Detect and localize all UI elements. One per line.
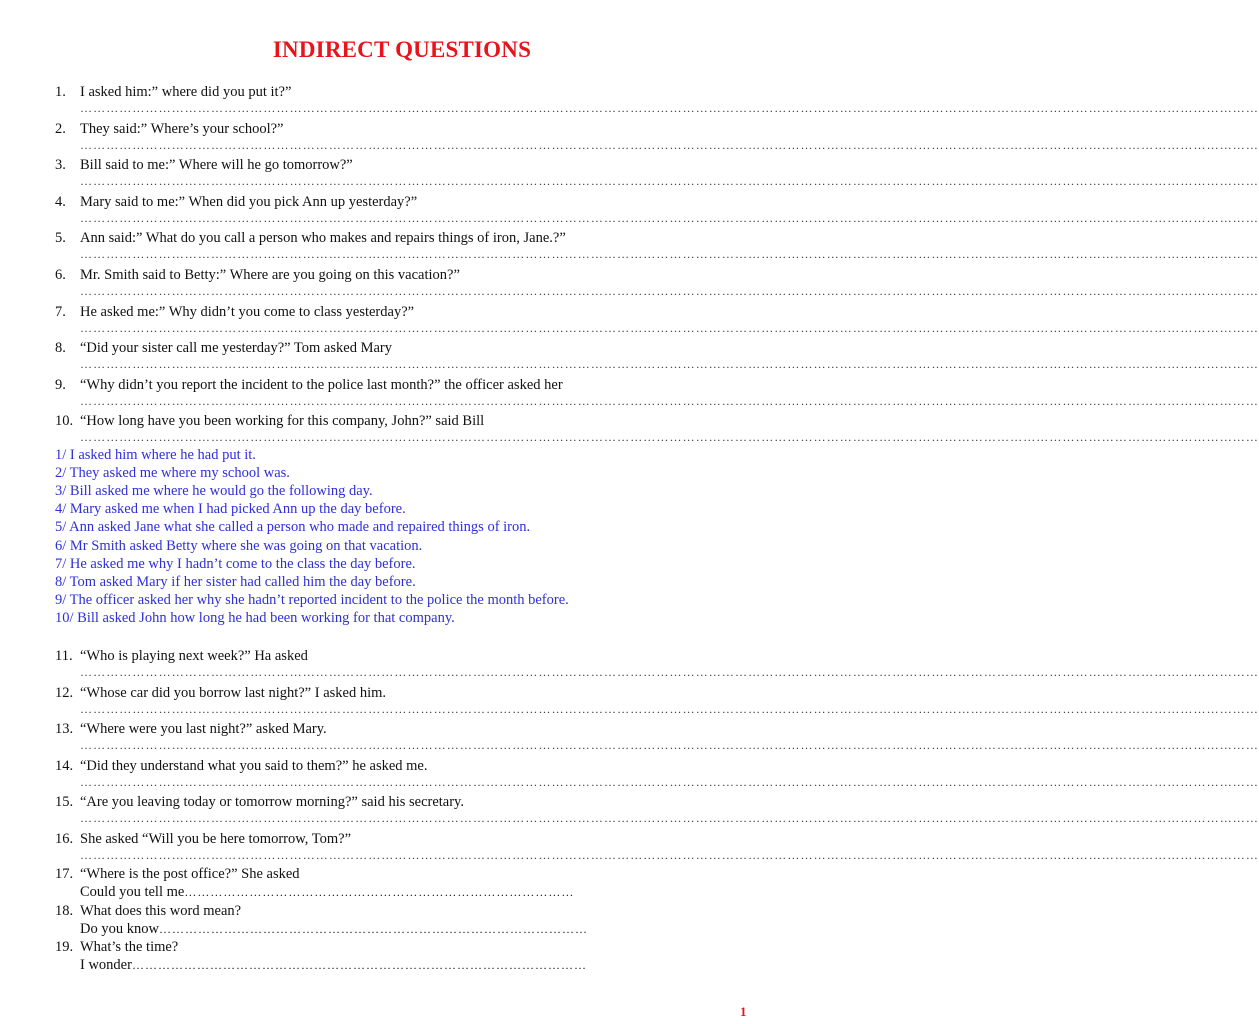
answer-prompt[interactable] [80, 883, 574, 901]
answer-line[interactable]: ……………………………………………………………………………………………………………………………………………………………………………………………………………………………………………… [80, 247, 1259, 262]
question-item [55, 938, 178, 956]
page-title: INDIRECT QUESTIONS [272, 37, 532, 62]
question-item [55, 193, 417, 211]
question-text: “Did they understand what you said to them?” he asked me. [80, 757, 428, 774]
answer-line[interactable]: ……………………………………………………………………………………………………………………………………………………………………………………………………………………………………………… [80, 284, 1259, 298]
question-item [55, 303, 414, 321]
question-number: 7. [55, 303, 66, 320]
answer-key-line: 5/ Ann asked Jane what she called a person who made and repaired things of iron. [55, 519, 531, 536]
question-item [55, 156, 353, 174]
question-text: Mary said to me:” When did you pick Ann up yesterday?” [80, 193, 418, 210]
answer-prompt[interactable] [80, 920, 588, 938]
answer-key-line: 6/ Mr Smith asked Betty where she was going on that vacation. [55, 537, 423, 554]
answer-line[interactable]: ……………………………………………………………………………………………………………………………………………………………………………………………………………………………………………… [80, 665, 1259, 679]
question-text: He asked me:” Why didn’t you come to class yesterday?” [80, 303, 415, 320]
answer-key-line: 3/ Bill asked me where he would go the following day. [55, 483, 373, 500]
question-item [55, 339, 392, 357]
answer-key-line: 4/ Mary asked me when I had picked Ann up the day before. [55, 501, 406, 518]
question-number: 16. [55, 831, 74, 847]
question-number: 12. [55, 684, 74, 701]
answer-line[interactable]: ……………………………………………………………………………………………………………………………………………………………………………………………………………………………………………… [80, 357, 1259, 372]
question-item [55, 720, 327, 738]
question-number: 9. [55, 376, 66, 393]
question-number: 18. [55, 902, 74, 919]
answer-line[interactable]: ……………………………………………………………………………………………………………………………………………………………………………………………………………………………………………… [80, 738, 1259, 753]
question-text: Mr. Smith said to Betty:” Where are you going on this vacation?” [80, 267, 460, 283]
answer-line[interactable]: ……………………………………………………………………………………………………………………………………………………………………………………………………………………………………………… [80, 811, 1259, 826]
question-number: 14. [55, 757, 74, 774]
question-number: 2. [55, 120, 66, 137]
page-number: 1 [740, 1004, 747, 1019]
question-item [55, 120, 283, 138]
question-text: “Where is the post office?” She asked [80, 866, 300, 882]
answer-line[interactable]: ……………………………………………………………………………………………………………………………………………………………………………………………………………………………………………… [80, 174, 1259, 189]
question-text: “How long have you been working for this company, John?” said Bill [80, 413, 485, 430]
answer-line[interactable]: ……………………………………………………………………………………………………………………………………………………………………………………………………………………………………………… [80, 101, 1259, 115]
question-text: “Who is playing next week?” Ha asked [80, 648, 308, 664]
answer-blank[interactable]: ……………………………………………………………………………… [184, 885, 575, 899]
answer-lead: Could you tell me [80, 884, 185, 900]
question-number: 4. [55, 193, 66, 210]
question-item [55, 902, 241, 920]
question-item [55, 266, 460, 284]
answer-line[interactable]: ……………………………………………………………………………………………………………………………………………………………………………………………………………………………………………… [80, 701, 1259, 716]
answer-line[interactable]: ……………………………………………………………………………………………………………………………………………………………………………………………………………………………………………… [80, 430, 1259, 445]
answer-line[interactable]: ……………………………………………………………………………………………………………………………………………………………………………………………………………………………………………… [80, 774, 1259, 789]
question-number: 19. [55, 939, 74, 955]
question-text: “Whose car did you borrow last night?” I asked him. [80, 684, 387, 701]
question-number: 11. [55, 648, 73, 664]
question-number: 8. [55, 340, 66, 357]
question-text: “Why didn’t you report the incident to the police last month?” the officer asked her [80, 376, 563, 393]
question-text: They said:” Where’s your school?” [80, 120, 284, 137]
answer-key-line: 10/ Bill asked John how long he had been working for that company. [55, 609, 455, 626]
question-item [55, 229, 566, 247]
answer-blank[interactable]: …………………………………………………………………………………………… [131, 958, 587, 972]
question-item [55, 412, 484, 430]
answer-key-line: 8/ Tom asked Mary if her sister had called him the day before. [55, 573, 416, 590]
question-item [55, 830, 351, 848]
question-text: “Where were you last night?” asked Mary. [80, 721, 327, 738]
question-text: “Are you leaving today or tomorrow morning?” said his secretary. [80, 794, 464, 811]
question-item [55, 83, 291, 101]
question-item [55, 865, 300, 883]
answer-prompt[interactable] [80, 956, 587, 974]
question-item [55, 757, 428, 775]
answer-blank[interactable]: ……………………………………………………………………………………… [158, 921, 588, 936]
question-number: 6. [55, 267, 66, 283]
question-number: 17. [55, 866, 74, 882]
answer-key-line: 7/ He asked me why I hadn’t come to the class the day before. [55, 555, 416, 572]
question-text: What’s the time? [80, 939, 179, 955]
question-number: 13. [55, 721, 74, 738]
answer-key-line: 9/ The officer asked her why she hadn’t reported incident to the police the month before. [55, 591, 569, 608]
question-item [55, 684, 386, 702]
answer-lead: Do you know [80, 920, 159, 937]
answer-line[interactable]: ……………………………………………………………………………………………………………………………………………………………………………………………………………………………………………… [80, 848, 1259, 862]
question-item [55, 793, 464, 811]
answer-key-line: 1/ I asked him where he had put it. [55, 447, 256, 463]
answer-key-line: 2/ They asked me where my school was. [55, 465, 290, 482]
answer-line[interactable]: ……………………………………………………………………………………………………………………………………………………………………………………………………………………………………………… [80, 210, 1259, 225]
question-text: Bill said to me:” Where will he go tomorrow?” [80, 157, 353, 174]
answer-lead: I wonder [80, 957, 132, 973]
question-text: “Did your sister call me yesterday?” Tom asked Mary [80, 340, 392, 357]
question-item [55, 376, 563, 394]
question-text: I asked him:” where did you put it?” [80, 84, 292, 100]
question-number: 15. [55, 794, 74, 811]
question-number: 1. [55, 84, 66, 100]
question-text: What does this word mean? [80, 902, 242, 919]
question-text: She asked “Will you be here tomorrow, Tom?” [80, 831, 352, 847]
answer-line[interactable]: ……………………………………………………………………………………………………………………………………………………………………………………………………………………………………………… [80, 320, 1259, 335]
answer-line[interactable]: ……………………………………………………………………………………………………………………………………………………………………………………………………………………………………………… [80, 393, 1259, 408]
question-number: 3. [55, 157, 66, 174]
question-item [55, 647, 308, 665]
question-number: 10. [55, 413, 74, 430]
question-number: 5. [55, 230, 66, 247]
answer-line[interactable]: ……………………………………………………………………………………………………………………………………………………………………………………………………………………………………………… [80, 137, 1259, 152]
question-text: Ann said:” What do you call a person who makes and repairs things of iron, Jane.?” [80, 230, 566, 247]
